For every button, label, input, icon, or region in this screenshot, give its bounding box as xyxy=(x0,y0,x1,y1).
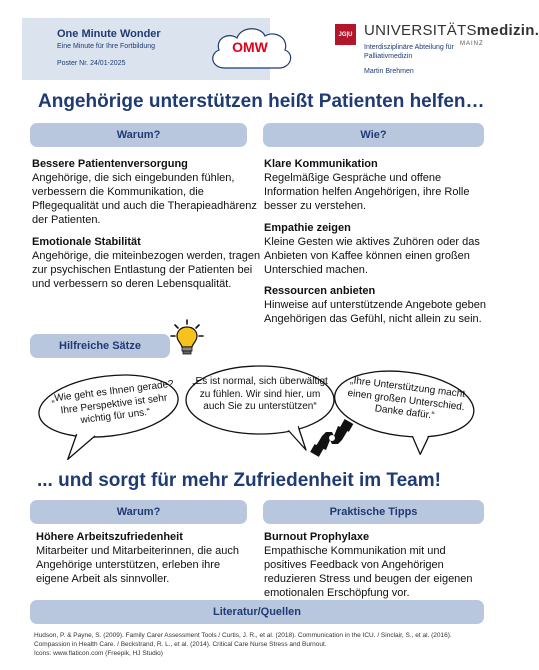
section-header-saetze: Hilfreiche Sätze xyxy=(30,334,170,358)
team-title: ... und sorgt für mehr Zufriedenheit im Team! xyxy=(37,470,441,491)
item-text: Mitarbeiter und Mitarbeiterinnen, die auch Angehörige unterstützen, erleben ihre eigene Arbeit als sinnvoller. xyxy=(36,545,240,585)
poster-series-title: One Minute Wonder xyxy=(57,28,161,40)
author-name: Martin Brehmen xyxy=(364,68,414,75)
department-line-1: Interdisziplinäre Abteilung für xyxy=(364,44,454,51)
wie-item xyxy=(264,221,494,277)
team-tipps-item xyxy=(264,530,484,600)
section-header-tipps: Praktische Tipps xyxy=(263,500,484,524)
university-logo-text xyxy=(364,22,539,39)
item-text: Empathische Kommunikation mit und positives Feedback von Angehörigen reduzieren Stress und beugen der eigenen emotionalen Erschöpfung vor. xyxy=(264,545,473,599)
item-text: Angehörige, die sich eingebunden fühlen, verbessern die Kommunikation, die Pflegequalität und auch die Therapieadhärenz der Patienten. xyxy=(32,172,257,226)
logo-city: MAINZ xyxy=(460,41,484,47)
team-warum-item xyxy=(36,530,251,586)
wie-item xyxy=(264,157,494,213)
warum-item xyxy=(32,235,262,291)
fist-bump-icon xyxy=(312,418,352,458)
university-logo-mark: JG|U xyxy=(335,24,356,45)
item-heading: Empathie zeigen xyxy=(264,222,351,234)
item-heading: Bessere Patientenversorgung xyxy=(32,158,188,170)
main-title: Angehörige unterstützen heißt Patienten helfen… xyxy=(38,91,485,112)
item-heading: Burnout Prophylaxe xyxy=(264,531,370,543)
item-heading: Klare Kommunikation xyxy=(264,158,378,170)
omw-badge: OMW xyxy=(232,39,268,55)
references xyxy=(34,631,484,658)
department-line-2: Palliativmedizin xyxy=(364,53,413,60)
logo-prefix: UNIVERSITÄTS xyxy=(364,22,477,39)
quote-1: „Wie geht es Ihnen gerade? Ihre Perspektive ist sehr wichtig für uns.“ xyxy=(50,378,175,427)
poster-number: Poster Nr. 24/01-2025 xyxy=(57,60,126,67)
item-text: Hinweise auf unterstützende Angebote geben Angehörigen das Gefühl, nicht allein zu sein. xyxy=(264,299,486,325)
section-header-warum-team: Warum? xyxy=(30,500,247,524)
item-heading: Emotionale Stabilität xyxy=(32,236,141,248)
poster-series-subtitle: Eine Minute für Ihre Fortbildung xyxy=(57,43,156,50)
quote-3: „Ihre Unterstützung macht einen großen Unterschied. Danke dafür.“ xyxy=(346,375,466,422)
wie-item xyxy=(264,284,494,326)
warum-item xyxy=(32,157,262,227)
section-header-warum: Warum? xyxy=(30,123,247,147)
reference-list: Hudson, P. & Payne, S. (2009). Family Carer Assessment Tools / Curtis, J. R., et al. (2018). Communication in the ICU. / Sinclair, S., et al. (2016). Compassion in Health Care. / Beckstrand, R. L., et al. (2014). Critical Care Nurse Stress and Burnout. xyxy=(34,632,452,648)
item-text: Kleine Gesten wie aktives Zuhören oder das Anbieten von Kaffee können einen großen Unterschied machen. xyxy=(264,236,480,276)
item-text: Angehörige, die miteinbezogen werden, tragen zur psychischen Entlastung der Patienten bei und verbessern so deren Lebensqualität. xyxy=(32,250,261,290)
lightbulb-icon xyxy=(170,318,204,358)
quote-2: „Es ist normal, sich überwältigt zu fühlen. Wir sind hier, um auch Sie zu unterstützen“ xyxy=(192,376,328,412)
section-header-literatur: Literatur/Quellen xyxy=(30,600,484,624)
item-heading: Ressourcen anbieten xyxy=(264,285,376,297)
section-header-wie: Wie? xyxy=(263,123,484,147)
icons-credit: Icons: www.flaticon.com (Freepik, HJ Studio) xyxy=(34,650,163,657)
item-text: Regelmäßige Gespräche und offene Information helfen Angehörigen, ihre Rolle besser zu verstehen. xyxy=(264,172,470,212)
item-heading: Höhere Arbeitszufriedenheit xyxy=(36,531,183,543)
logo-bold: medizin. xyxy=(476,22,539,39)
